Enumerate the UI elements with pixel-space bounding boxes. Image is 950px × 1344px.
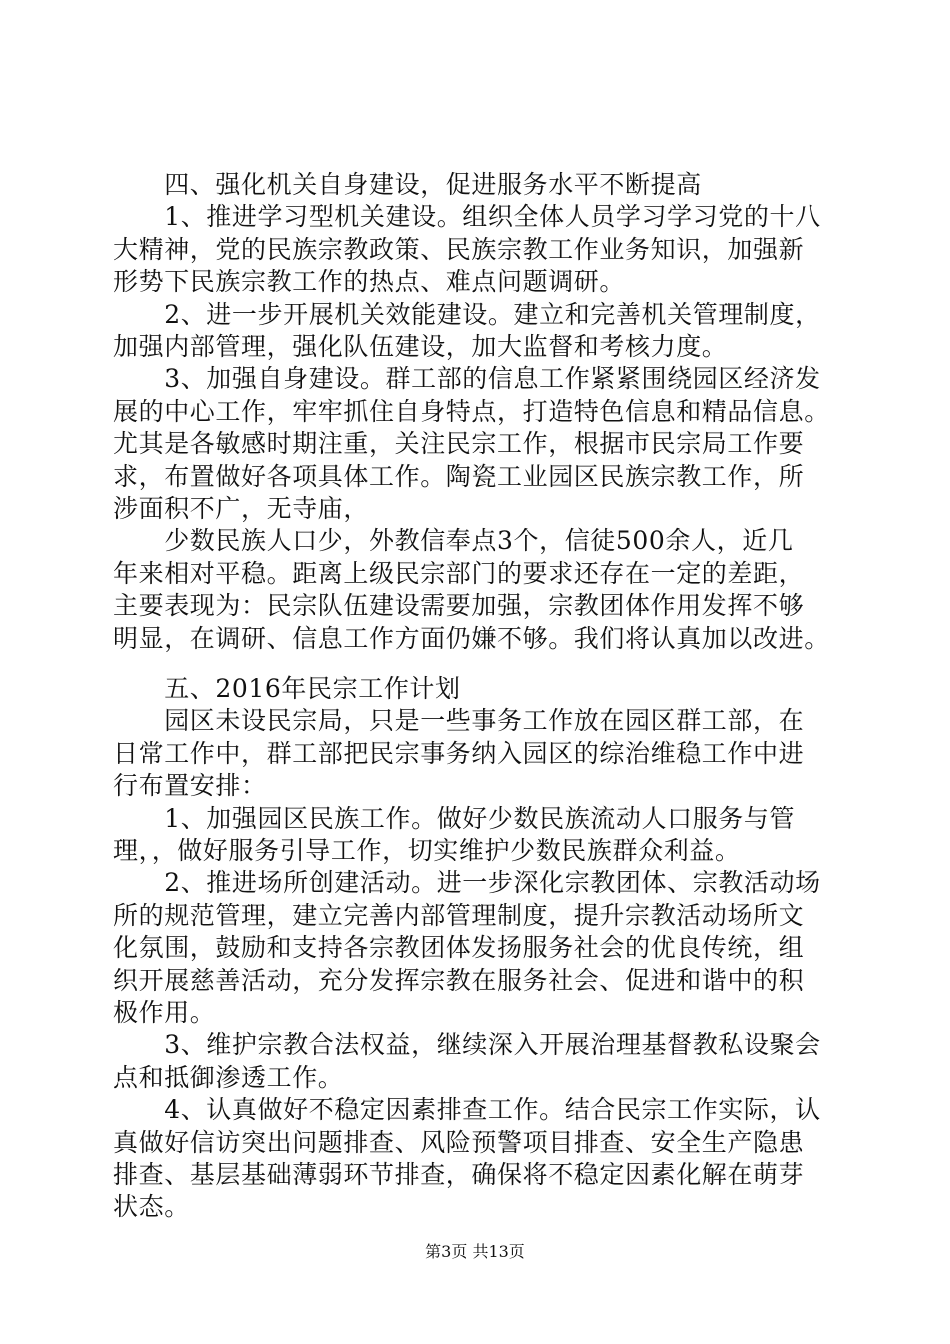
page-footer: 第3页 共13页: [425, 1242, 525, 1261]
paragraph-line: 化氛围，鼓励和支持各宗教团体发扬服务社会的优良传统，组: [113, 933, 805, 963]
paragraph-line: 涉面积不广，无寺庙，: [113, 494, 370, 523]
paragraph-line: 主要表现为：民宗队伍建设需要加强，宗教团体作用发挥不够: [113, 591, 805, 621]
paragraph-line: 织开展慈善活动，充分发挥宗教在服务社会、促进和谐中的积: [113, 965, 805, 995]
paragraph-line: 1、加强园区民族工作。做好少数民族流动人口服务与管: [113, 803, 796, 833]
paragraph-line: 日常工作中，群工部把民宗事务纳入园区的综治维稳工作中进: [113, 738, 805, 768]
paragraph-line: 年来相对平稳。距离上级民宗部门的要求还存在一定的差距，: [113, 558, 805, 588]
paragraph-line: 求，布置做好各项具体工作。陶瓷工业园区民族宗教工作，所: [113, 461, 805, 491]
paragraph-line: 加强内部管理，强化队伍建设，加大监督和考核力度。: [113, 332, 728, 361]
paragraph-line: 3、加强自身建设。群工部的信息工作紧紧围绕园区经济发: [113, 364, 821, 394]
paragraph-line: 大精神，党的民族宗教政策、民族宗教工作业务知识，加强新: [113, 234, 805, 264]
paragraph-line: 理，，做好服务引导工作，切实维护少数民族群众利益。: [113, 836, 741, 865]
paragraph-line: 排查、基层基础薄弱环节排查，确保将不稳定因素化解在萌芽: [113, 1160, 805, 1189]
paragraph-line: 园区未设民宗局，只是一些事务工作放在园区群工部，在: [113, 706, 805, 736]
paragraph-line: 所的规范管理，建立完善内部管理制度，提升宗教活动场所文: [113, 900, 805, 930]
section-heading-4: 四、强化机关自身建设，促进服务水平不断提高: [113, 170, 702, 199]
paragraph-line: 3、维护宗教合法权益，继续深入开展治理基督教私设聚会: [113, 1030, 821, 1060]
paragraph-line: 状态。: [113, 1192, 190, 1222]
paragraph-line: 点和抵御渗透工作。: [113, 1062, 344, 1092]
paragraph-line: 2、推进场所创建活动。进一步深化宗教团体、宗教活动场: [113, 868, 821, 898]
paragraph-line: 形势下民族宗教工作的热点、难点问题调研。: [113, 267, 626, 297]
paragraph-line: 极作用。: [113, 998, 216, 1027]
paragraph-line: 尤其是各敏感时期注重，关注民宗工作，根据市民宗局工作要: [113, 429, 805, 459]
paragraph-line: 4、认真做好不稳定因素排查工作。结合民宗工作实际，认: [113, 1095, 821, 1125]
section-heading-5: 五、2016年民宗工作计划: [113, 674, 461, 703]
paragraph-line: 明显，在调研、信息工作方面仍嫌不够。我们将认真加以改进。: [113, 623, 830, 653]
paragraph-line: 少数民族人口少，外教信奉点3个，信徒500余人，近几: [113, 526, 794, 556]
paragraph-line: 真做好信访突出问题排查、风险预警项目排查、安全生产隐患: [113, 1127, 805, 1157]
paragraph-line: 2、进一步开展机关效能建设。建立和完善机关管理制度，: [113, 299, 821, 329]
paragraph-line: 行布置安排：: [113, 771, 267, 801]
paragraph-line: 展的中心工作，牢牢抓住自身特点，打造特色信息和精品信息。: [113, 396, 830, 426]
paragraph-line: 1、推进学习型机关建设。组织全体人员学习学习党的十八: [113, 202, 821, 232]
